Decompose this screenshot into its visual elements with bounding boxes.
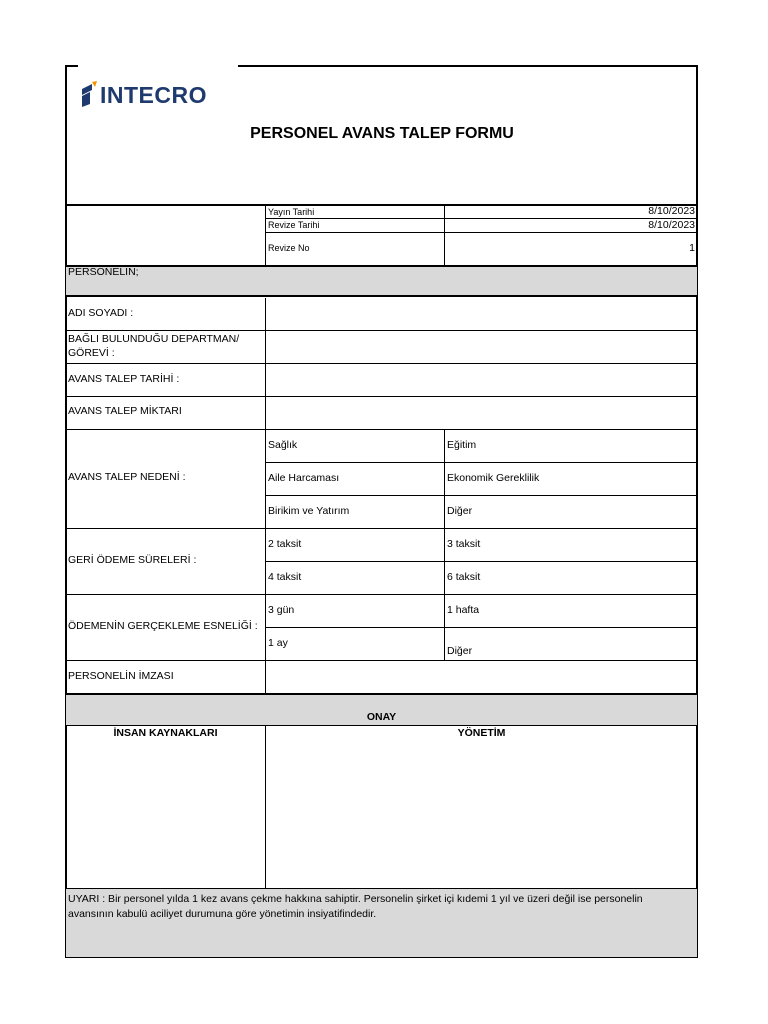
department-label-line1: BAĞLI BULUNDUĞU DEPARTMAN/ <box>68 333 240 345</box>
request-amount-input[interactable] <box>267 397 696 428</box>
publish-date-value: 8/10/2023 <box>648 205 695 217</box>
urgency-label: ÖDEMENİN GERÇEKLEME ESNELİĞİ : <box>68 620 258 632</box>
doc-info-divider-1 <box>265 205 266 265</box>
management-signature-area[interactable] <box>267 742 696 887</box>
request-date-input[interactable] <box>267 364 696 395</box>
urgency-option-3days[interactable]: 3 gün <box>268 604 295 616</box>
row-line <box>265 495 698 496</box>
reason-option-family[interactable]: Aile Harcaması <box>268 472 340 484</box>
name-label: ADI SOYADI : <box>68 307 134 319</box>
hr-approval-label: İNSAN KAYNAKLARI <box>113 727 218 739</box>
repayment-option-4[interactable]: 4 taksit <box>268 571 302 583</box>
reason-option-health[interactable]: Sağlık <box>268 439 298 451</box>
form-title: PERSONEL AVANS TALEP FORMU <box>250 125 514 142</box>
row-line <box>265 561 698 562</box>
signature-field[interactable] <box>267 661 696 692</box>
revision-no-value: 1 <box>689 242 695 254</box>
name-input[interactable] <box>267 299 696 329</box>
request-amount-label: AVANS TALEP MİKTARI <box>68 405 182 417</box>
row-line <box>65 429 698 430</box>
intecro-logo-mark-icon <box>80 81 98 107</box>
request-date-label: AVANS TALEP TARİHİ : <box>68 373 180 385</box>
reason-option-other[interactable]: Diğer <box>447 505 473 517</box>
warning-text-line1: UYARI : Bir personel yılda 1 kez avans çekme hakkına sahiptir. Personelin şirket içi kıdemi 1 yıl ve üzeri değil ise personelin <box>68 893 643 905</box>
logo-text: INTECRO <box>100 82 207 108</box>
revision-date-label: Revize Tarihi <box>268 220 320 230</box>
urgency-option-other[interactable]: Diğer <box>447 645 473 657</box>
management-approval-label: YÖNETİM <box>457 727 506 739</box>
row-line <box>265 462 698 463</box>
warning-text-line2: avansının kabulü aciliyet durumuna göre yönetimin insiyatifindedir. <box>68 908 377 920</box>
reason-option-economic[interactable]: Ekonomik Gereklilik <box>447 472 540 484</box>
company-logo <box>80 81 250 109</box>
signature-label: PERSONELİN İMZASI <box>68 670 174 682</box>
personnel-section-header <box>66 265 697 297</box>
reason-option-savings[interactable]: Birikim ve Yatırım <box>268 505 350 517</box>
personnel-section-label: PERSONELİN; <box>68 266 139 278</box>
repayment-option-3[interactable]: 3 taksit <box>447 538 481 550</box>
revision-date-value: 8/10/2023 <box>648 219 695 231</box>
row-line <box>265 627 698 628</box>
repayment-option-2[interactable]: 2 taksit <box>268 538 302 550</box>
department-input[interactable] <box>267 331 696 362</box>
row-line <box>65 594 698 595</box>
row-line <box>65 528 698 529</box>
logo-border-gap <box>78 62 238 68</box>
hr-signature-area[interactable] <box>67 742 264 887</box>
repayment-label: GERİ ÖDEME SÜRELERİ : <box>68 554 197 566</box>
doc-info-divider-2 <box>444 205 445 265</box>
doc-info-row-2 <box>265 232 698 233</box>
reason-option-education[interactable]: Eğitim <box>447 439 477 451</box>
urgency-option-1month[interactable]: 1 ay <box>268 637 288 649</box>
publish-date-label: Yayın Tarihi <box>268 207 315 217</box>
revision-no-label: Revize No <box>268 243 310 253</box>
approval-title: ONAY <box>366 711 397 723</box>
col-line <box>265 726 266 888</box>
reason-label: AVANS TALEP NEDENİ : <box>68 471 186 483</box>
department-label-line2: GÖREVİ : <box>68 347 115 359</box>
urgency-option-1week[interactable]: 1 hafta <box>447 604 480 616</box>
repayment-option-6[interactable]: 6 taksit <box>447 571 481 583</box>
